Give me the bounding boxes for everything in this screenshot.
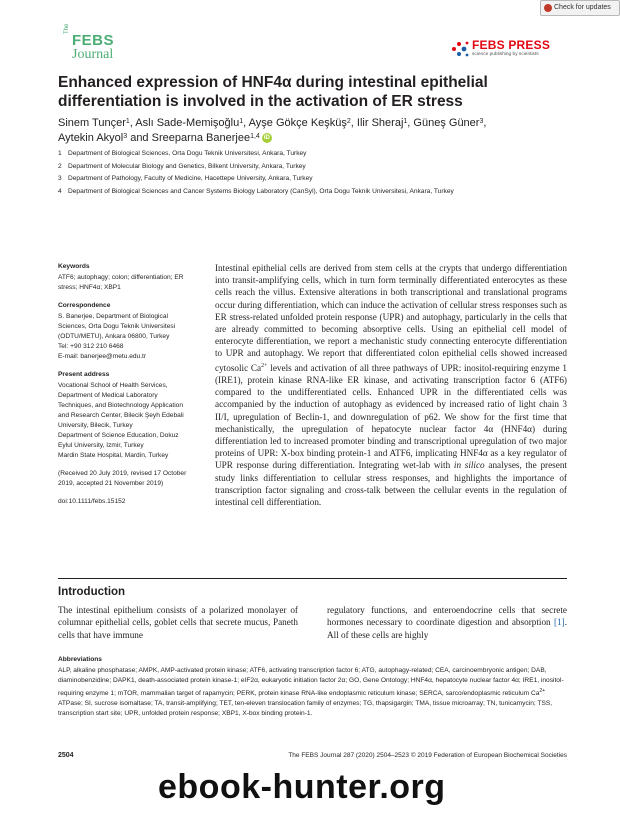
- abstract-text: levels and activation of all three pathways of UPR: inositol-requiring enzyme 1 (IRE1), protein kinase RNA-like ER kinase, and activating transcription factor 6 (ATF6) compared to the undifferentiated cells. Enhanced UPR in the differentiated cells was accompanied by the induction of autophagy as evidenced by increased ratio of light chain 3 II/I, upregulation of Beclin-1, and downregulation of p62. We show for the first time that mechanistically, the upregulation of hepatocyte nuclear factor 4α (HNF4α) during differentiation led to increased promoter binding and transcriptional upregulation of two major proteins of UPR: X-box binding protein-1 and ATF6, implicating HNF4α as a key regulator of UPR response during differentiation. Integrating wet-lab with: [215, 362, 567, 471]
- orcid-icon[interactable]: iD: [263, 135, 270, 142]
- logo-febs: FEBS: [72, 32, 115, 49]
- abstract: [215, 262, 567, 508]
- present-address-block: [58, 370, 208, 461]
- author-separator: ,: [129, 117, 136, 129]
- febs-journal-logo: [58, 23, 148, 64]
- febs-press-dots-icon: [450, 39, 470, 59]
- abbreviations-heading: Abbreviations: [58, 656, 102, 663]
- affiliation-text: Department of Pathology, Faculty of Medicine, Hacettepe University, Ankara, Turkey: [68, 175, 313, 183]
- present-address-line: Eylul University, Izmir, Turkey: [58, 442, 144, 449]
- author-name: Aytekin Akyol: [58, 132, 124, 144]
- febs-press-name: FEBS PRESS: [472, 38, 551, 52]
- correspondence-email[interactable]: E-mail: banerjee@metu.edu.tr: [58, 353, 147, 360]
- keywords-block: [58, 262, 208, 293]
- calcium-superscript: 2+: [261, 362, 268, 369]
- author-separator: ,: [350, 117, 357, 129]
- author-affiliation-mark: 2: [346, 118, 351, 125]
- correspondence-line: S. Banerjee, Department of Biological: [58, 313, 168, 320]
- abstract-text: Intestinal epithelial cells are derived from stem cells at the crypts that undergo differentiation into transit-amplifying cells, which in turn form terminally differentiated enterocytes as these cells reach the villus. Extensive alterations in both transcriptional and translational programs occur during differentiation, which can induce the activation of cellular stress responses such as ER stress-related unfolded protein response (UPR) and autophagy, particularly in the cells that are already committed to becoming absorptive cells. Using an epithelial cell model of enterocyte differentiation, we report a mechanistic study connecting enterocyte differentiation to UPR and autophagy. We report that differentiated colon epithelial cells showed increased cytosolic Ca: [215, 263, 567, 373]
- introduction-heading: Introduction: [58, 586, 126, 598]
- author-name: Aslı Sade-Memişoğlu: [135, 117, 240, 129]
- author-affiliation-mark: 3: [123, 133, 128, 140]
- affiliation-number: 3: [58, 175, 62, 183]
- check-updates-label: Check for updates: [554, 4, 611, 11]
- affiliation-item: [58, 173, 578, 186]
- affiliation-text: Department of Biological Sciences and Cancer Systems Biology Laboratory (CanSyl), Orta Dogu Teknik Universitesi, Ankara, Turkey: [68, 187, 454, 195]
- author-name: Ilir Sheraj: [356, 117, 404, 129]
- abbreviations-superscript: 2+: [539, 688, 546, 694]
- author-name: Ayşe Gökçe Keşküş: [248, 117, 347, 129]
- affiliation-list: [58, 148, 578, 198]
- present-address-line: and Research Center, Bilecik Şeyh Edebali: [58, 412, 184, 419]
- introduction-right-column: [327, 604, 567, 641]
- affiliation-number: 4: [58, 187, 62, 195]
- paper-title: Enhanced expression of HNF4α during intestinal epithelial differentiation is involved in the activation of ER stress: [58, 74, 488, 110]
- present-address-line: University, Bilecik, Turkey: [58, 422, 133, 429]
- author-separator: and: [127, 132, 152, 144]
- abstract-italic-term: in silico: [453, 460, 485, 471]
- author-separator: ,: [407, 117, 414, 129]
- author-affiliation-mark: 1: [125, 118, 130, 125]
- affiliation-item: [58, 186, 578, 199]
- affiliation-item: [58, 161, 578, 174]
- abstract-text: analyses, the present study links differentiation to cellular stress responses, and highlights the importance of transcription factor signaling and cross-talk between the cellular events in the regulation of intestinal cell differentiation.: [215, 460, 567, 507]
- correspondence-block: [58, 301, 208, 362]
- reference-link[interactable]: [1]: [553, 617, 565, 628]
- dates-line: 2019, accepted 21 November 2019): [58, 480, 164, 487]
- introduction-text: regulatory functions, and enteroendocrine cells that secrete hormones necessary to coordinate digestion and absorption: [327, 605, 567, 628]
- logo-journal: Journal: [72, 47, 114, 62]
- author-separator: ,: [243, 117, 249, 129]
- febs-press-logo: [450, 37, 560, 65]
- febs-press-tagline: science publishing by scientists: [472, 52, 539, 57]
- present-address-line: Vocational School of Health Services,: [58, 382, 168, 389]
- page-number: 2504: [58, 752, 74, 759]
- keywords-heading: Keywords: [58, 263, 90, 270]
- doi-link[interactable]: doi:10.1111/febs.15152: [58, 498, 126, 505]
- author-name: Sreeparna Banerjee: [151, 132, 251, 144]
- introduction-left-column: The intestinal epithelium consists of a polarized monolayer of columnar epithelial cells, goblet cells that secrete mucus, Paneth cells that have immune: [58, 605, 298, 640]
- introduction-text: . All of these cells are highly: [327, 617, 567, 640]
- check-for-updates-button[interactable]: [540, 0, 620, 16]
- correspondence-line: Sciences, Orta Dogu Teknik Universitesi: [58, 323, 176, 330]
- affiliation-text: Department of Biological Sciences, Orta Dogu Teknik Universitesi, Ankara, Turkey: [68, 150, 307, 157]
- author-affiliation-mark: 1,4: [250, 133, 260, 140]
- present-address-line: Techniques, and Biotechnology Application: [58, 402, 184, 409]
- dates-block: [58, 469, 208, 489]
- present-address-line: Department of Medical Laboratory: [58, 392, 158, 399]
- correspondence-phone: Tel: +90 312 210 6468: [58, 343, 124, 350]
- affiliation-number: 2: [58, 162, 62, 170]
- author-name: Sinem Tunçer: [58, 117, 126, 129]
- author-affiliation-mark: 3: [479, 118, 484, 125]
- watermark-text: ebook-hunter.org: [158, 768, 446, 806]
- abbreviations-text-part: ALP, alkaline phosphatase; AMPK, AMP-activated protein kinase; ATF6, activating transcription factor 6; ATG, autophagy-related; CEA, carcinoembryonic antigen; DAB, diaminobenzidine; DAPK1, death-associated protein kinase-1; eIF2α, eukaryotic initiation factor 2α; GO, Gene Ontology; HNF4α, hepatocyte nuclear factor 4α; IRE1, inositol-requiring enzyme 1; mTOR, mammalian target of rapamycin; PERK, protein kinase RNA-like endoplasmic reticulum kinase; SERCA, sarco/endoplasmic reticulum Ca: [58, 667, 564, 698]
- author-affiliation-mark: 1: [403, 118, 408, 125]
- affiliation-number: 1: [58, 150, 62, 157]
- author-list: [58, 116, 558, 146]
- author-affiliation-mark: 1: [239, 118, 244, 125]
- author-separator: ,: [483, 117, 487, 129]
- present-address-heading: Present address: [58, 371, 110, 378]
- author-name: Güneş Güner: [413, 117, 480, 129]
- keywords-line: stress; HNF4α; XBP1: [58, 284, 121, 291]
- article-sidebar: [58, 262, 208, 507]
- crossmark-icon: [544, 4, 552, 12]
- logo-the: The: [64, 23, 70, 34]
- present-address-line: Mardin State Hospital, Mardin, Turkey: [58, 452, 169, 459]
- affiliation-item: [58, 148, 578, 161]
- correspondence-line: (ODTU/METU), Ankara 06800, Turkey: [58, 333, 170, 340]
- abbreviations-block: [58, 655, 567, 719]
- present-address-line: Department of Science Education, Dokuz: [58, 432, 179, 439]
- section-divider: [58, 578, 567, 579]
- correspondence-heading: Correspondence: [58, 302, 111, 309]
- keywords-line: ATF6; autophagy; colon; differentiation; ER: [58, 274, 184, 281]
- affiliation-text: Department of Molecular Biology and Genetics, Bilkent University, Ankara, Turkey: [68, 162, 306, 170]
- abbreviations-text: [58, 666, 567, 719]
- journal-citation: The FEBS Journal 287 (2020) 2504–2523 © 2019 Federation of European Biochemical Societies: [288, 752, 567, 759]
- dates-line: (Received 20 July 2019, revised 17 October: [58, 470, 187, 477]
- abbreviations-text-part: ATPase; SI, sucrose isomaltase; TA, transit-amplifying; TET, ten-eleven translocation family of enzymes; TG, thapsigargin; TMA, tissue microarray; TN, tunicamycin; TSS, transcription start site; UPR, unfolded protein response; XBP1, X-box binding protein-1.: [58, 700, 553, 718]
